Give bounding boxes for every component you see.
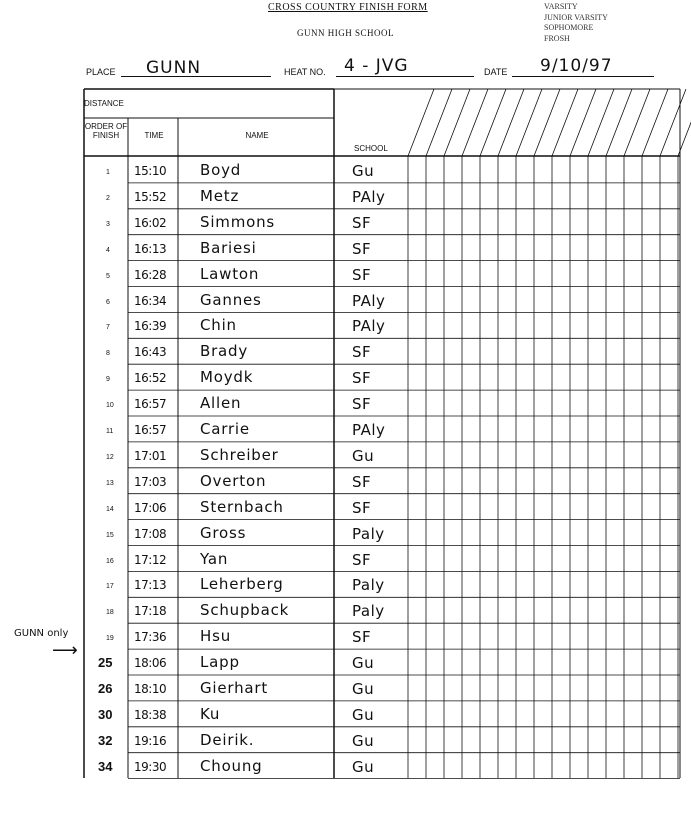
runner-school: SF xyxy=(352,498,372,517)
runner-name: Gross xyxy=(200,523,247,542)
runner-name: Schupback xyxy=(200,601,290,620)
runner-school: SF xyxy=(352,265,372,284)
time-header: TIME xyxy=(144,131,164,140)
finish-time: 16:13 xyxy=(134,241,167,256)
finish-time: 18:38 xyxy=(134,707,167,722)
runner-school: Paly xyxy=(352,602,385,621)
runner-school: PAly xyxy=(352,421,386,439)
finish-time: 15:10 xyxy=(134,164,167,178)
order-of-finish: 6 xyxy=(106,298,110,306)
name-header: NAME xyxy=(245,131,269,140)
order-of-finish: 26 xyxy=(98,681,113,696)
runner-school: SF xyxy=(352,239,372,258)
class-option-soph: SOPHOMORE xyxy=(544,23,594,32)
finish-time: 16:02 xyxy=(134,215,167,230)
finish-time: 17:08 xyxy=(134,526,167,541)
runner-school: SF xyxy=(352,369,372,388)
order-of-finish: 2 xyxy=(106,194,110,202)
runner-school: Gu xyxy=(352,446,375,465)
runner-name: Simmons xyxy=(200,212,276,231)
order-of-finish: 7 xyxy=(106,324,110,332)
runner-name: Gannes xyxy=(200,290,262,309)
finish-time: 16:57 xyxy=(134,423,167,437)
runner-school: SF xyxy=(352,343,372,362)
runner-name: Boyd xyxy=(200,161,242,179)
runner-school: Paly xyxy=(352,576,385,595)
order-of-finish: 4 xyxy=(106,246,110,254)
order-of-finish: 9 xyxy=(106,376,110,384)
runner-name: Metz xyxy=(200,186,240,205)
runner-name: Carrie xyxy=(200,420,250,438)
finish-time: 16:34 xyxy=(134,293,167,308)
class-option-varsity: VARSITY xyxy=(544,2,578,11)
runner-school: SF xyxy=(352,213,372,232)
runner-name: Choung xyxy=(200,756,263,775)
place-value[interactable]: GUNN xyxy=(146,58,202,78)
arrow-right-icon: ⟶ xyxy=(52,640,78,661)
order-of-finish: 15 xyxy=(106,531,114,539)
runner-name: Deirik. xyxy=(200,730,255,749)
finish-time: 18:10 xyxy=(134,682,167,696)
runner-name: Bariesi xyxy=(200,238,257,257)
finish-time: 17:01 xyxy=(134,448,167,463)
finish-time: 18:06 xyxy=(134,656,167,671)
date-value[interactable]: 9/10/97 xyxy=(540,56,613,76)
runner-school: SF xyxy=(352,628,372,647)
heat-label: HEAT NO. xyxy=(284,67,326,77)
finish-time: 19:16 xyxy=(134,733,167,748)
runner-school: Gu xyxy=(352,705,375,724)
runner-school: SF xyxy=(352,550,372,569)
order-of-finish: 14 xyxy=(106,505,114,513)
order-of-finish: 30 xyxy=(98,706,113,722)
order-of-finish: 1 xyxy=(106,169,110,176)
order-of-finish: 16 xyxy=(106,557,114,565)
runner-school: SF xyxy=(352,395,372,414)
runner-name: Brady xyxy=(200,342,249,361)
place-label: PLACE xyxy=(86,67,116,77)
runner-school: PAly xyxy=(352,291,386,310)
order-of-finish: 34 xyxy=(98,758,113,774)
finish-time: 17:03 xyxy=(134,474,167,489)
order-of-finish: 13 xyxy=(106,479,114,487)
runner-name: Moydk xyxy=(200,368,254,387)
runner-school: Gu xyxy=(352,654,375,673)
runner-school: Paly xyxy=(352,524,385,543)
form-title: CROSS COUNTRY FINISH FORM xyxy=(268,2,428,13)
runner-school: Gu xyxy=(352,757,375,776)
finish-time: 17:36 xyxy=(134,630,167,645)
order-of-finish: 12 xyxy=(106,453,114,461)
finish-time: 16:39 xyxy=(134,319,167,334)
order-of-finish: 19 xyxy=(106,635,114,643)
runner-name: Leherberg xyxy=(200,575,284,594)
runner-school: SF xyxy=(352,472,372,491)
runner-name: Yan xyxy=(200,549,229,568)
runner-school: Gu xyxy=(352,680,375,698)
date-label: DATE xyxy=(484,67,508,77)
finish-time: 17:06 xyxy=(134,500,167,515)
finish-time: 16:43 xyxy=(134,345,167,360)
runner-school: Gu xyxy=(352,731,375,750)
runner-school: Gu xyxy=(352,162,375,180)
runner-school: PAly xyxy=(352,317,386,336)
order-of-finish: 25 xyxy=(98,655,113,671)
school-header: SCHOOL xyxy=(354,144,388,153)
runner-name: Lawton xyxy=(200,264,260,283)
order-of-finish: 8 xyxy=(106,350,110,358)
order-of-finish: 10 xyxy=(106,402,114,410)
finish-time: 16:52 xyxy=(134,371,167,386)
finish-time: 16:57 xyxy=(134,397,167,412)
runner-name: Chin xyxy=(200,316,237,335)
class-option-jv: JUNIOR VARSITY xyxy=(544,12,608,22)
school-heading: GUNN HIGH SCHOOL xyxy=(297,28,394,38)
runner-name: Ku xyxy=(200,704,221,723)
order-of-finish: 5 xyxy=(106,272,110,280)
runner-name: Gierhart xyxy=(200,679,269,697)
margin-note: GUNN only xyxy=(14,628,69,639)
order-of-finish: 3 xyxy=(106,220,110,228)
order-of-finish: 32 xyxy=(98,732,113,748)
finish-time: 17:12 xyxy=(134,552,167,567)
runner-name: Schreiber xyxy=(200,445,279,464)
class-option-frosh: FROSH xyxy=(544,33,570,43)
heat-value[interactable]: 4 - JVG xyxy=(344,56,409,76)
order-of-finish: 18 xyxy=(106,609,114,617)
distance-label: DISTANCE xyxy=(84,99,124,108)
runner-school: PAly xyxy=(352,187,386,206)
order-header: ORDER OF FINISH xyxy=(84,122,128,140)
order-of-finish: 11 xyxy=(106,428,114,435)
order-of-finish: 17 xyxy=(106,583,114,591)
runner-name: Hsu xyxy=(200,627,232,646)
finish-time: 19:30 xyxy=(134,759,167,774)
finish-time: 15:52 xyxy=(134,189,167,204)
runner-name: Overton xyxy=(200,471,267,490)
finish-time: 16:28 xyxy=(134,267,167,282)
finish-time: 17:18 xyxy=(134,604,167,619)
runner-name: Sternbach xyxy=(200,497,284,516)
finish-time: 17:13 xyxy=(134,578,167,593)
runner-name: Allen xyxy=(200,394,242,413)
runner-name: Lapp xyxy=(200,653,240,672)
